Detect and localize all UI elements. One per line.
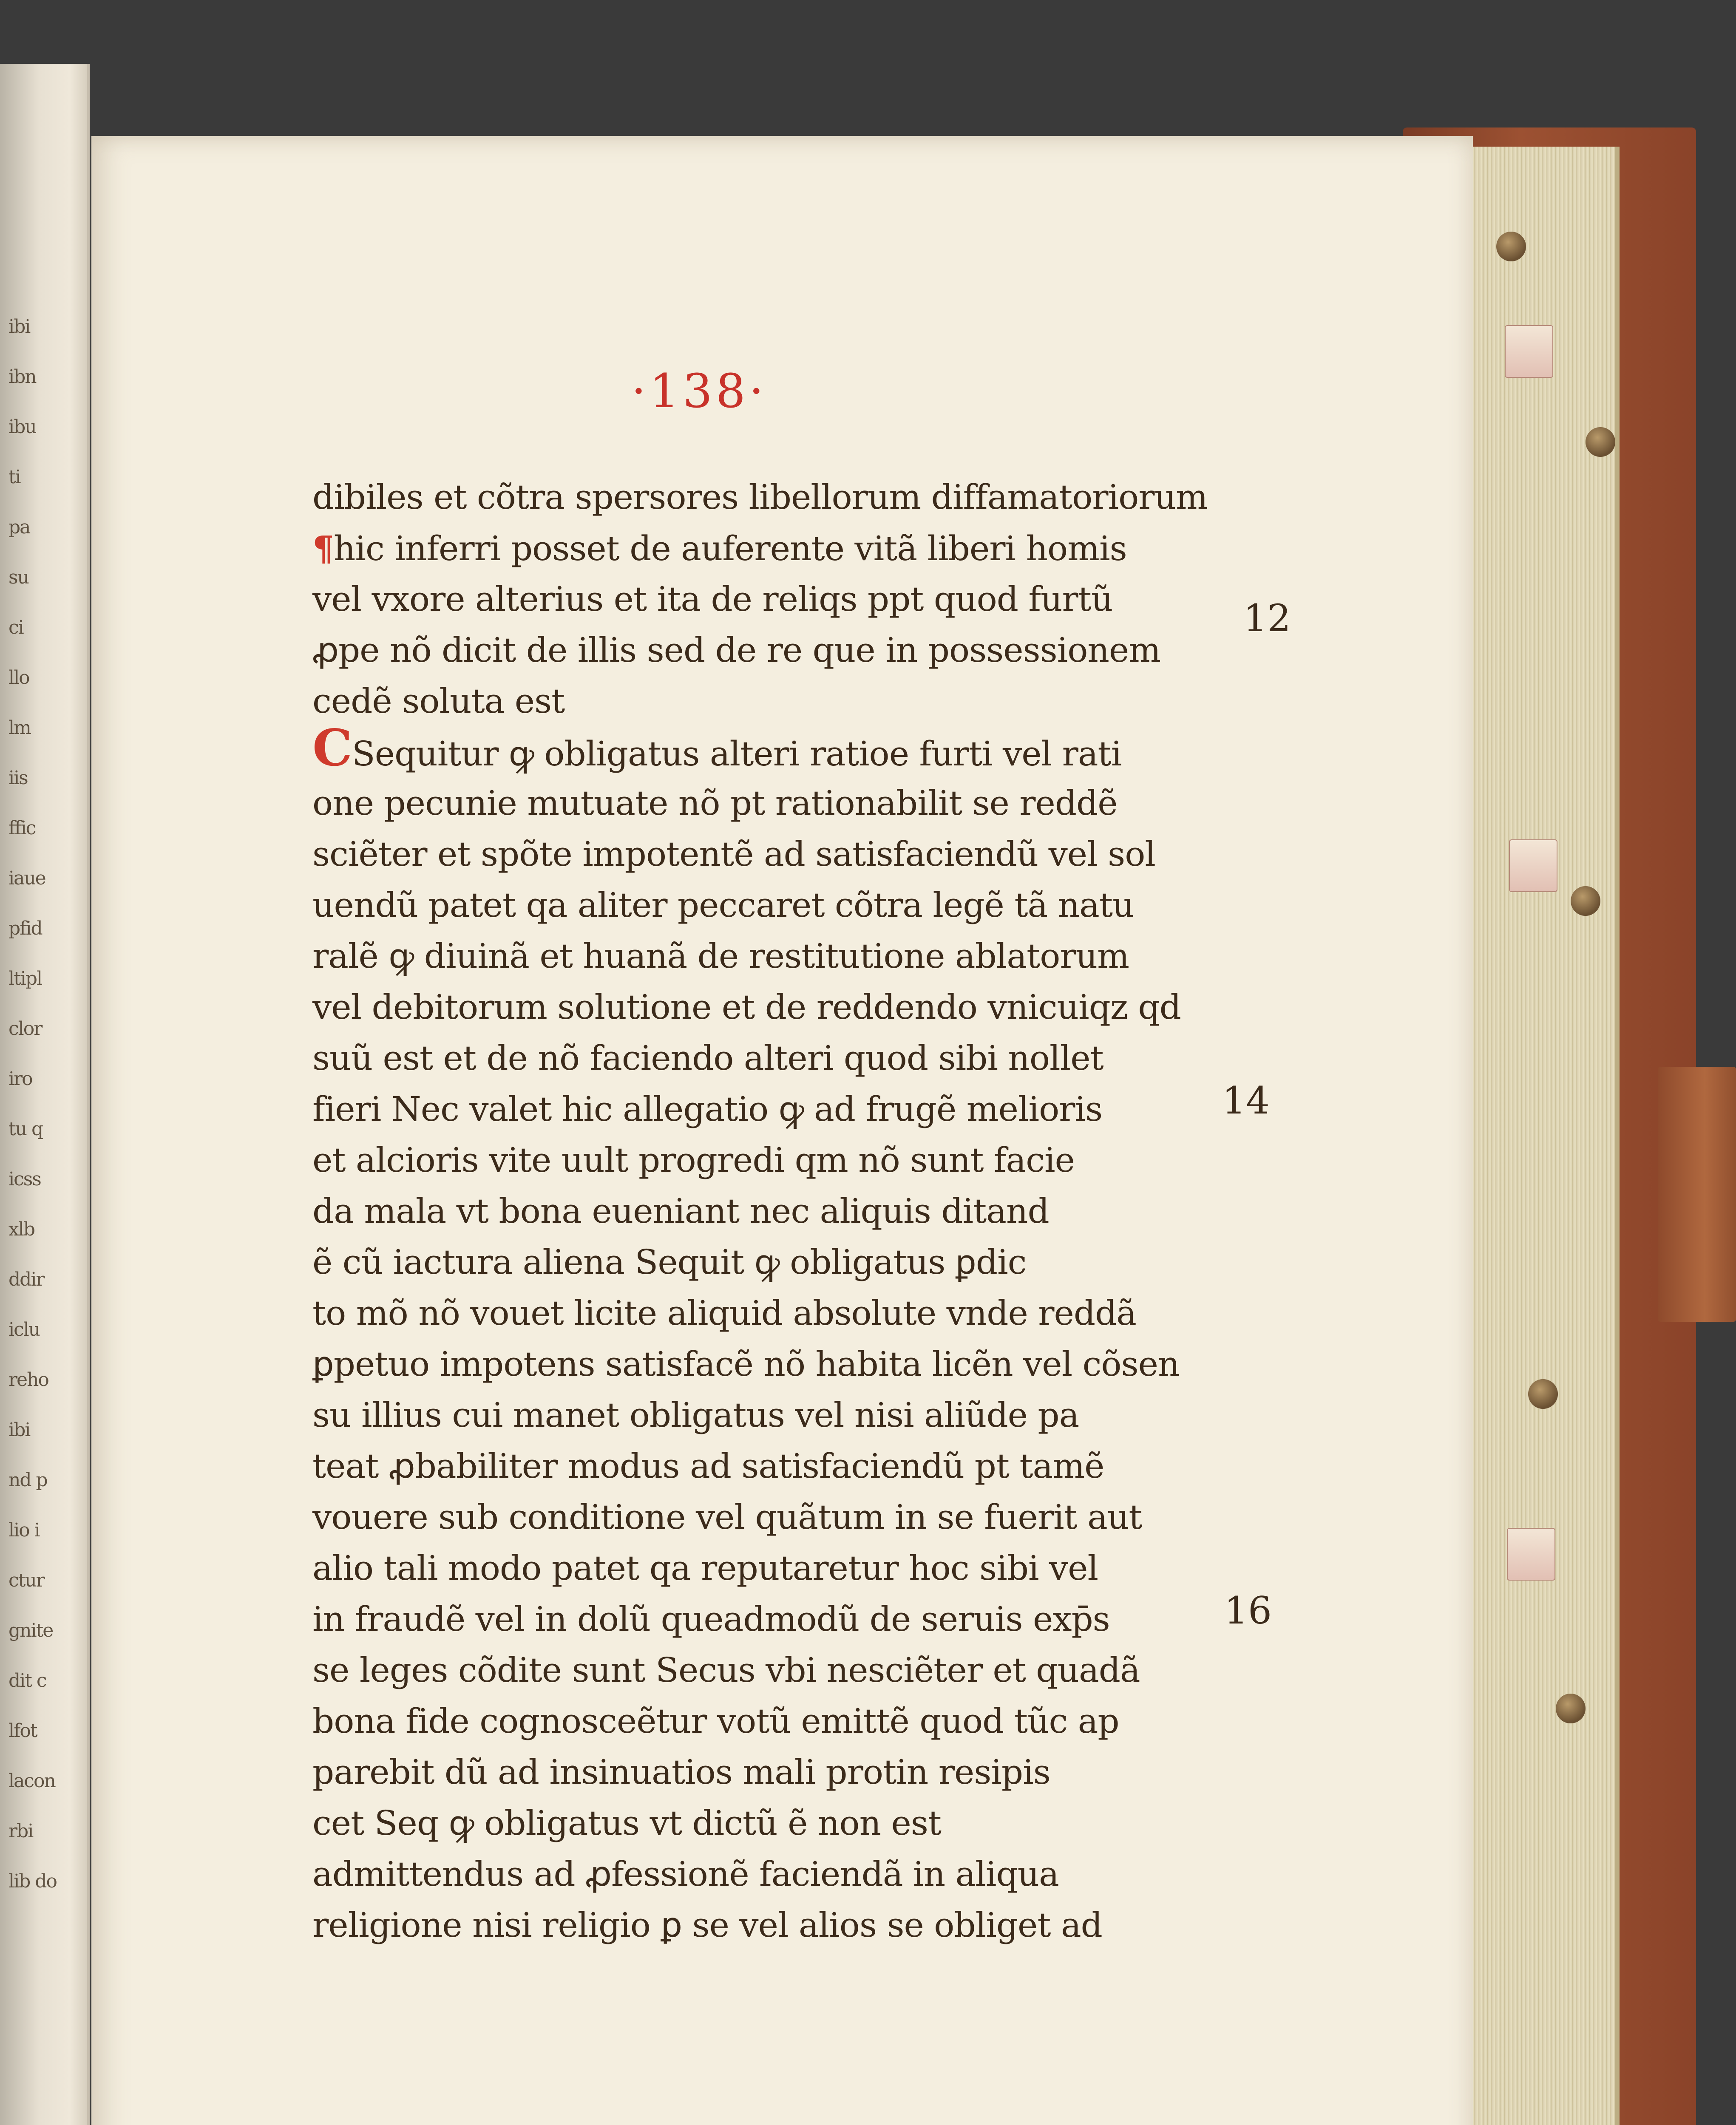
previous-page-fragment: nd p [9,1469,47,1491]
text-line: ꝑpetuo impotens satisfacẽ nõ habita licẽn vel cõsen [312,1344,1180,1384]
text-line: teat ꝓbabiliter modus ad satisfaciendũ pt tamẽ [312,1446,1104,1486]
marginal-number: 16 [1224,1589,1272,1632]
text-line: ẽ cũ iactura aliena Sequit ꝙ obligatus ꝑdic [312,1242,1027,1282]
previous-page-fragment: ctur [9,1570,44,1591]
index-tab [1507,1528,1555,1581]
clasp-strap [1658,1067,1736,1322]
text-line: da mala vt bona eueniant nec aliquis ditand [312,1191,1049,1231]
previous-page-edge [0,64,90,2125]
text-line: et alcioris vite uult progredi qm nõ sunt facie [312,1140,1075,1180]
text-line: cet Seq ꝙ obligatus vt dictũ ẽ non est [312,1803,942,1843]
tab-knot [1528,1379,1558,1409]
previous-page-fragment: ibu [9,416,36,438]
text-line: fieri Nec valet hic allegatio ꝙ ad frugẽ melioris [312,1089,1103,1129]
folio-number: ·138· [631,364,767,418]
previous-page-fragment: lib do [9,1870,57,1892]
previous-page-fragment: lio i [9,1519,40,1541]
paragraph-mark: ¶ [312,528,334,568]
text-line: cedẽ soluta est [312,681,565,721]
marginal-number: 12 [1243,596,1291,640]
text-line: ¶hic inferri posset de auferente vitã liberi homis [312,528,1127,568]
index-tab [1509,839,1557,892]
previous-page-fragment: ffic [9,817,36,839]
text-line: to mõ nõ vouet licite aliquid absolute vnde reddã [312,1293,1136,1333]
previous-page-fragment: ddir [9,1269,44,1290]
previous-page-fragment: ibn [9,366,36,388]
previous-page-fragment: tu q [9,1118,43,1140]
previous-page-fragment: ci [9,617,23,638]
manuscript-page [91,136,1473,2125]
previous-page-fragment: iclu [9,1319,40,1340]
rubric-initial: C [312,718,352,777]
text-line: parebit dũ ad insinuatios mali protin resipis [312,1752,1050,1792]
previous-page-fragment: gnite [9,1620,53,1641]
previous-page-fragment: lfot [9,1720,37,1742]
previous-page-fragment: iis [9,767,28,789]
tab-knot [1586,427,1615,457]
text-line: ralẽ ꝙ diuinã et huanã de restitutione ablatorum [312,936,1129,976]
previous-page-fragment: icss [9,1168,41,1190]
previous-page-fragment: ibi [9,316,30,337]
tab-knot [1571,886,1600,916]
text-line: in fraudẽ vel in dolũ queadmodũ de seruis exp̄s [312,1599,1110,1639]
previous-page-fragment: ibi [9,1419,30,1441]
previous-page-fragment: su [9,567,28,588]
text-line: uendũ patet qa aliter peccaret cõtra legẽ tã natu [312,885,1134,925]
text-line: dibiles et cõtra spersores libellorum diffamatoriorum [312,477,1208,517]
previous-page-fragment: ti [9,466,20,488]
previous-page-fragment: iaue [9,867,45,889]
text-line: vel debitorum solutione et de reddendo vnicuiqz qd [312,987,1181,1027]
previous-page-fragment: lm [9,717,31,739]
text-line: se leges cõdite sunt Secus vbi nesciẽter et quadã [312,1650,1140,1690]
previous-page-fragment: ltipl [9,968,42,989]
previous-page-fragment: lacon [9,1770,55,1792]
previous-page-text [9,302,81,1892]
text-line: su illius cui manet obligatus vel nisi aliũde pa [312,1395,1079,1435]
previous-page-fragment: llo [9,667,29,688]
previous-page-fragment: pa [9,516,30,538]
text-line: alio tali modo patet qa reputaretur hoc sibi vel [312,1548,1098,1588]
text-line: one pecunie mutuate nõ pt rationabilit se reddẽ [312,783,1118,823]
previous-page-fragment: rbi [9,1820,33,1842]
tab-knot [1496,232,1526,261]
previous-page-fragment: pfid [9,918,42,939]
tab-knot [1556,1694,1586,1723]
previous-page-fragment: xlb [9,1218,35,1240]
previous-page-fragment: clor [9,1018,42,1040]
text-line: CSequitur ꝙ obligatus alteri ratioe furti vel rati [312,718,1122,777]
text-line: bona fide cognosceẽtur votũ emittẽ quod tũc ap [312,1701,1119,1741]
previous-page-fragment: iro [9,1068,32,1090]
text-line: sciẽter et spõte impotentẽ ad satisfaciendũ vel sol [312,834,1155,874]
text-line: vouere sub conditione vel quãtum in se fuerit aut [312,1497,1142,1537]
marginal-number: 14 [1222,1079,1270,1122]
text-line: vel vxore alterius et ita de reliqs ppt quod furtũ [312,579,1113,619]
text-line: admittendus ad ꝓfessionẽ faciendã in aliqua [312,1854,1059,1894]
text-block [312,472,1208,1945]
text-line: suũ est et de nõ faciendo alteri quod sibi nollet [312,1038,1103,1078]
previous-page-fragment: reho [9,1369,48,1391]
previous-page-fragment: dit c [9,1670,46,1692]
index-tab [1505,325,1553,378]
text-line: ꝓpe nõ dicit de illis sed de re que in possessionem [312,630,1161,670]
text-line: religione nisi religio ꝑ se vel alios se obliget ad [312,1905,1102,1945]
